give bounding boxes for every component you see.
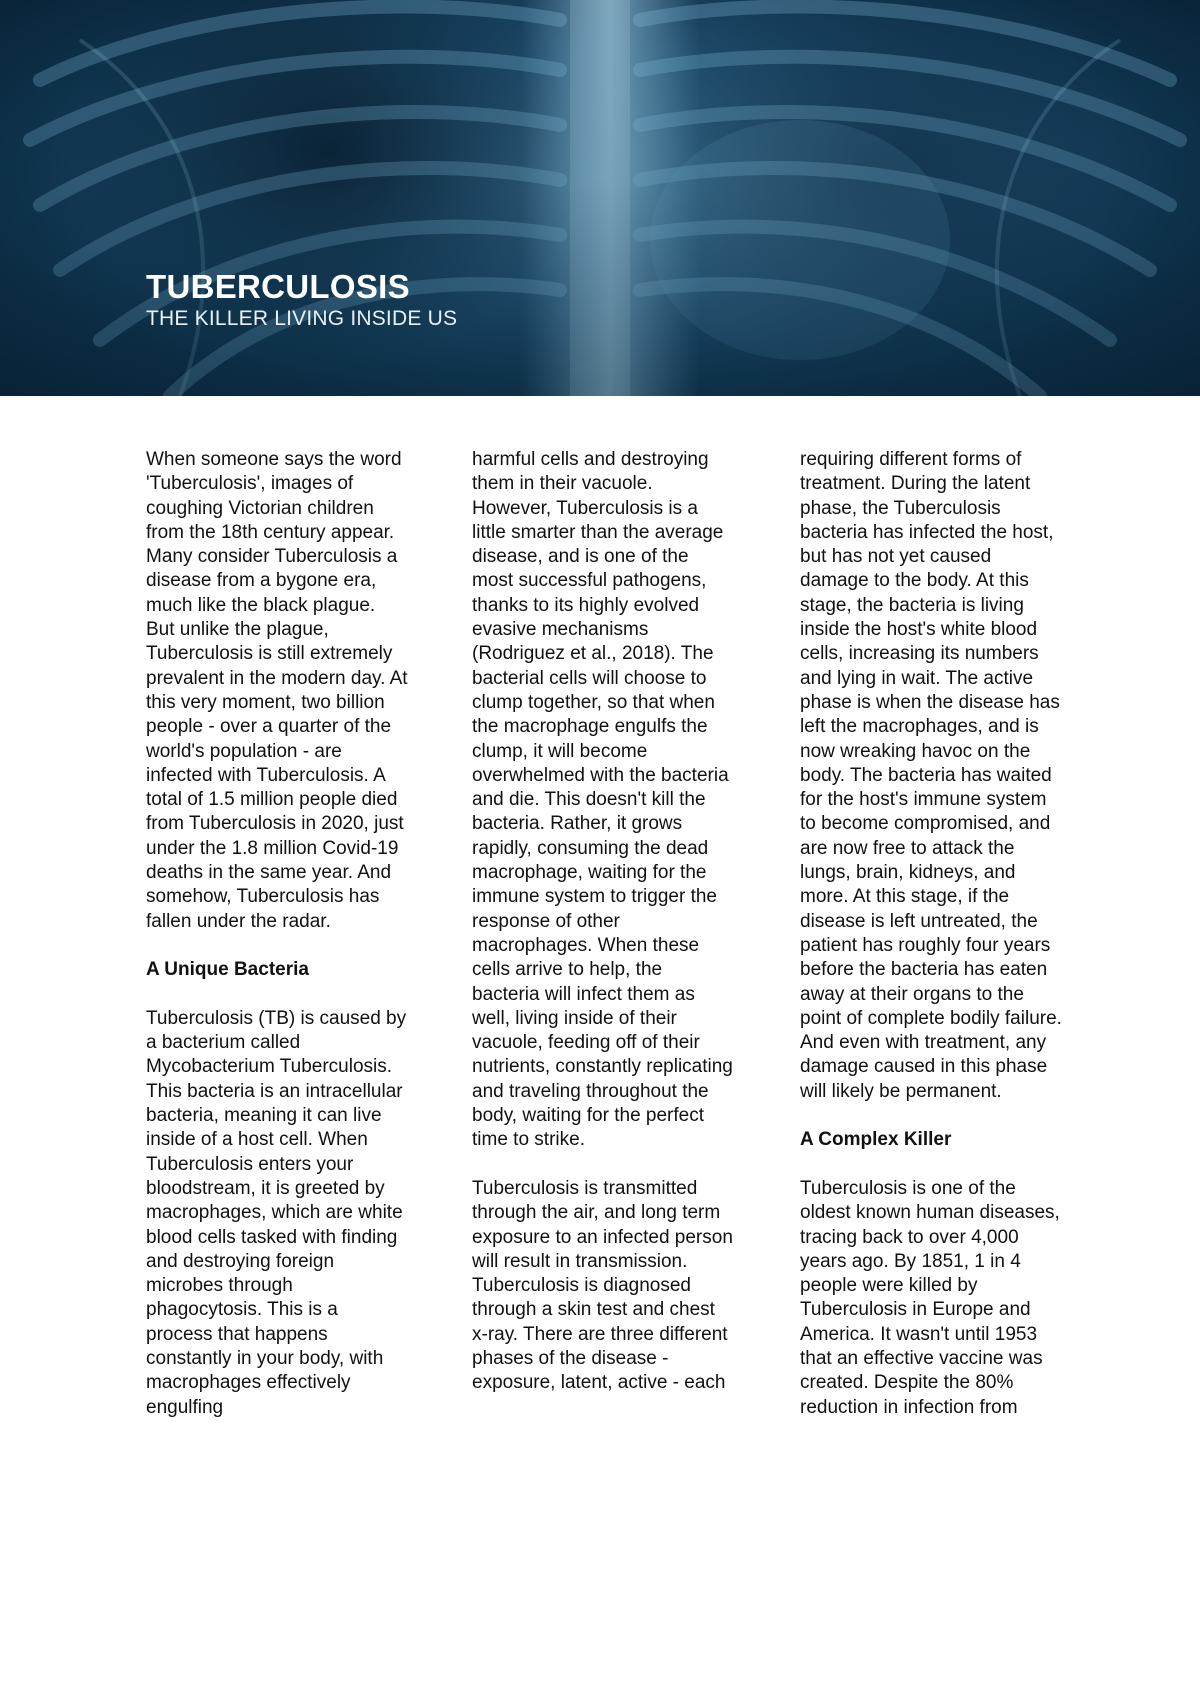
text-column-3 (800, 448, 1062, 1420)
bacteria-paragraph: Tuberculosis (TB) is caused by a bacterium called Mycobacterium Tuberculosis. This bacteria is an intracellular bacteria, meaning it can live inside of a host cell. When Tuberculosis enters your bloodstream, it is greeted by macrophages, which are white blood cells tasked with finding and destroying foreign microbes through phagocytosis. This is a process that happens constantly in your body, with macrophages effectively engulfing (146, 1007, 407, 1418)
text-column-2 (472, 448, 734, 1396)
title-block (146, 268, 457, 332)
text-column-1 (146, 448, 408, 1420)
section-heading-unique-bacteria: A Unique Bacteria (146, 959, 309, 981)
phases-paragraph: requiring different forms of treatment. During the latent phase, the Tuberculosis bacteria has infected the host, but has not yet caused damage to the body. At this stage, the bacteria is living inside the host's white blood cells, increasing its numbers and lying in wait. The active phase is when the disease has left the macrophages, and is now wreaking havoc on the body. The bacteria has waited for the host's immune system to become compromised, and are now free to attack the lungs, brain, kidneys, and more. At this stage, if the disease is left untreated, the patient has roughly four years before the bacteria has eaten away at their organs to the point of complete bodily failure. And even with treatment, any damage caused in this phase will likely be permanent. (800, 449, 1062, 1102)
xray-image (0, 0, 1200, 396)
chest-xray-banner (0, 0, 1200, 396)
history-paragraph: Tuberculosis is one of the oldest known human diseases, tracing back to over 4,000 years ago. By 1851, 1 in 4 people were killed by Tuberculosis in Europe and America. It wasn't until 1953 that an effective vaccine was created. Despite the 80% reduction in infection from (800, 1177, 1060, 1418)
section-heading-complex-killer: A Complex Killer (800, 1129, 952, 1151)
macrophage-paragraph: harmful cells and destroying them in their vacuole. However, Tuberculosis is a little smarter than the average disease, and is one of the most successful pathogens, thanks to its highly evolved evasive mechanisms (Rodriguez et al., 2018). The bacterial cells will choose to clump together, so that when the macrophage engulfs the clump, it will become overwhelmed with the bacteria and die. This doesn't kill the bacteria. Rather, it grows rapidly, consuming the dead macrophage, waiting for the immune system to trigger the response of other macrophages. When these cells arrive to help, the bacteria will infect them as well, living inside of their vacuole, feeding off of their nutrients, constantly replicating and traveling throughout the body, waiting for the perfect time to strike. (472, 449, 733, 1151)
page-title: TUBERCULOSIS (146, 268, 410, 305)
page-subtitle: THE KILLER LIVING INSIDE US (146, 307, 458, 330)
intro-paragraph: When someone says the word 'Tuberculosis', images of coughing Victorian children from the 18th century appear. Many consider Tuberculosis a disease from a bygone era, much like the black plague. But unlike the plague, Tuberculosis is still extremely prevalent in the modern day. At this very moment, two billion people - over a quarter of the world's population - are infected with Tuberculosis. A total of 1.5 million people died from Tuberculosis in 2020, just under the 1.8 million Covid-19 deaths in the same year. And somehow, Tuberculosis has fallen under the radar. (146, 449, 408, 932)
transmission-paragraph: Tuberculosis is transmitted through the air, and long term exposure to an infected person will result in transmission. Tuberculosis is diagnosed through a skin test and chest x-ray. There are three different phases of the disease - exposure, latent, active - each (472, 1177, 733, 1394)
